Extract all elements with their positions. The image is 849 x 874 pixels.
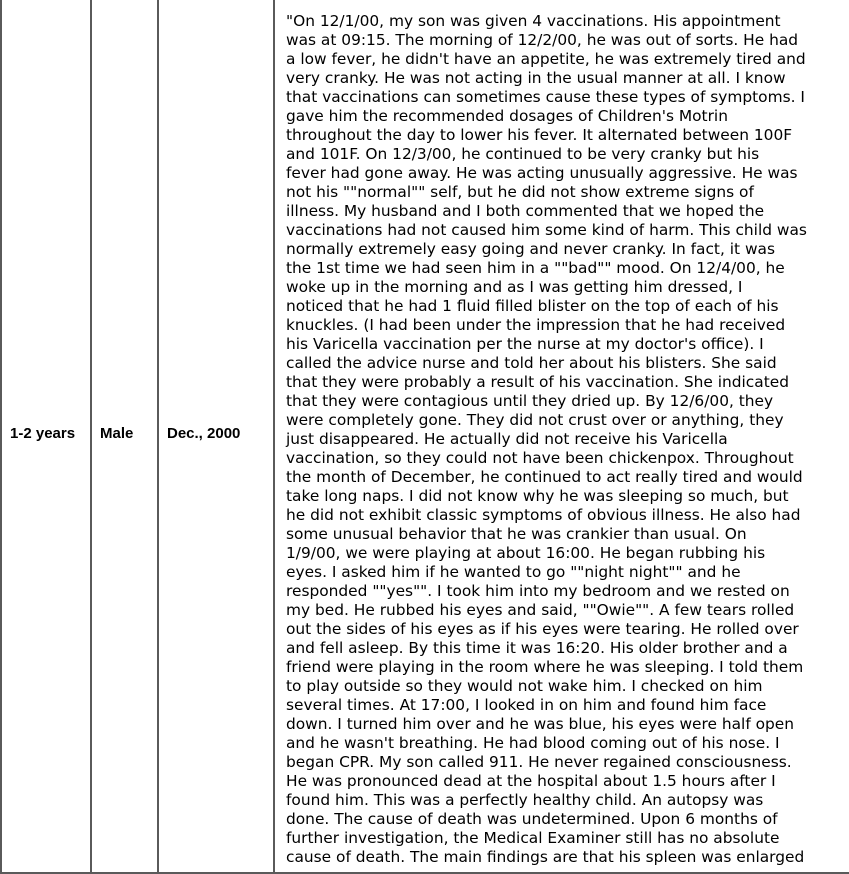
narrative-line: cause of death. The main findings are that his spleen was enlarged: [286, 848, 805, 866]
narrative-line: vaccinations had not caused him some kind of harm. This child was: [286, 221, 807, 239]
narrative-line: that they were contagious until they dried up. By 12/6/00, they: [286, 392, 774, 410]
narrative-cell: [274, 0, 849, 873]
narrative-line: some unusual behavior that he was crankier than usual. On: [286, 525, 747, 543]
narrative-line: gave him the recommended dosages of Children's Motrin: [286, 107, 728, 125]
narrative-line: my bed. He rubbed his eyes and said, ""Owie"". A few tears rolled: [286, 601, 795, 619]
narrative-line: and fell asleep. By this time it was 16:20. His older brother and a: [286, 639, 788, 657]
table-row: [1, 0, 849, 873]
date-cell: [158, 0, 274, 873]
narrative-line: knuckles. (I had been under the impression that he had received: [286, 316, 786, 334]
narrative-line: and 101F. On 12/3/00, he continued to be very cranky but his: [286, 145, 760, 163]
narrative-line: "On 12/1/00, my son was given 4 vaccinations. His appointment: [286, 12, 781, 30]
sex-value: Male: [100, 424, 134, 442]
age-cell: [1, 0, 91, 873]
narrative-line: done. The cause of death was undetermined. Upon 6 months of: [286, 810, 778, 828]
narrative-line: woke up in the morning and as I was getting him dressed, I: [286, 278, 743, 296]
narrative-line: a low fever, he didn't have an appetite, he was extremely tired and: [286, 50, 806, 68]
sex-cell: [91, 0, 158, 873]
narrative-line: take long naps. I did not know why he was sleeping so much, but: [286, 487, 789, 505]
narrative-line: called the advice nurse and told her about his blisters. She said: [286, 354, 777, 372]
narrative-line: to play outside so they would not wake him. I checked on him: [286, 677, 763, 695]
narrative-line: that vaccinations can sometimes cause these types of symptoms. I: [286, 88, 805, 106]
age-value: 1-2 years: [10, 424, 76, 442]
narrative-line: and he wasn't breathing. He had blood coming out of his nose. I: [286, 734, 780, 752]
narrative-line: out the sides of his eyes as if his eyes were tearing. He rolled over: [286, 620, 799, 638]
narrative-line: just disappeared. He actually did not receive his Varicella: [286, 430, 728, 448]
narrative-line: was at 09:15. The morning of 12/2/00, he was out of sorts. He had: [286, 31, 799, 49]
narrative-line: very cranky. He was not acting in the usual manner at all. I know: [286, 69, 786, 87]
narrative-line: further investigation, the Medical Examiner still has no absolute: [286, 829, 780, 847]
narrative-line: normally extremely easy going and never cranky. In fact, it was: [286, 240, 775, 258]
narrative-line: several times. At 17:00, I looked in on him and found him face: [286, 696, 767, 714]
narrative-line: fever had gone away. He was acting unusually aggressive. He was: [286, 164, 798, 182]
narrative-text: [275, 0, 849, 872]
narrative-line: illness. My husband and I both commented that we hoped the: [286, 202, 765, 220]
narrative-line: the 1st time we had seen him in a ""bad"" mood. On 12/4/00, he: [286, 259, 785, 277]
narrative-line: throughout the day to lower his fever. It alternated between 100F: [286, 126, 793, 144]
narrative-line: vaccination, so they could not have been chickenpox. Throughout: [286, 449, 794, 467]
narrative-line: that they were probably a result of his vaccination. She indicated: [286, 373, 789, 391]
narrative-line: eyes. I asked him if he wanted to go ""night night"" and he: [286, 563, 741, 581]
narrative-line: responded ""yes"". I took him into my bedroom and we rested on: [286, 582, 790, 600]
date-value: Dec., 2000: [167, 424, 241, 442]
narrative-line: found him. This was a perfectly healthy child. An autopsy was: [286, 791, 764, 809]
narrative-line: friend were playing in the room where he was sleeping. I told them: [286, 658, 804, 676]
narrative-line: not his ""normal"" self, but he did not show extreme signs of: [286, 183, 754, 201]
narrative-line: were completely gone. They did not crust over or anything, they: [286, 411, 784, 429]
narrative-line: his Varicella vaccination per the nurse at my doctor's office). I: [286, 335, 764, 353]
narrative-line: he did not exhibit classic symptoms of obvious illness. He also had: [286, 506, 801, 524]
narrative-line: the month of December, he continued to act really tired and would: [286, 468, 803, 486]
narrative-line: noticed that he had 1 fluid filled blister on the top of each of his: [286, 297, 779, 315]
narrative-line: He was pronounced dead at the hospital about 1.5 hours after I: [286, 772, 776, 790]
narrative-line: down. I turned him over and he was blue, his eyes were half open: [286, 715, 795, 733]
narrative-line: began CPR. My son called 911. He never regained consciousness.: [286, 753, 792, 771]
narrative-line: 1/9/00, we were playing at about 16:00. He began rubbing his: [286, 544, 766, 562]
